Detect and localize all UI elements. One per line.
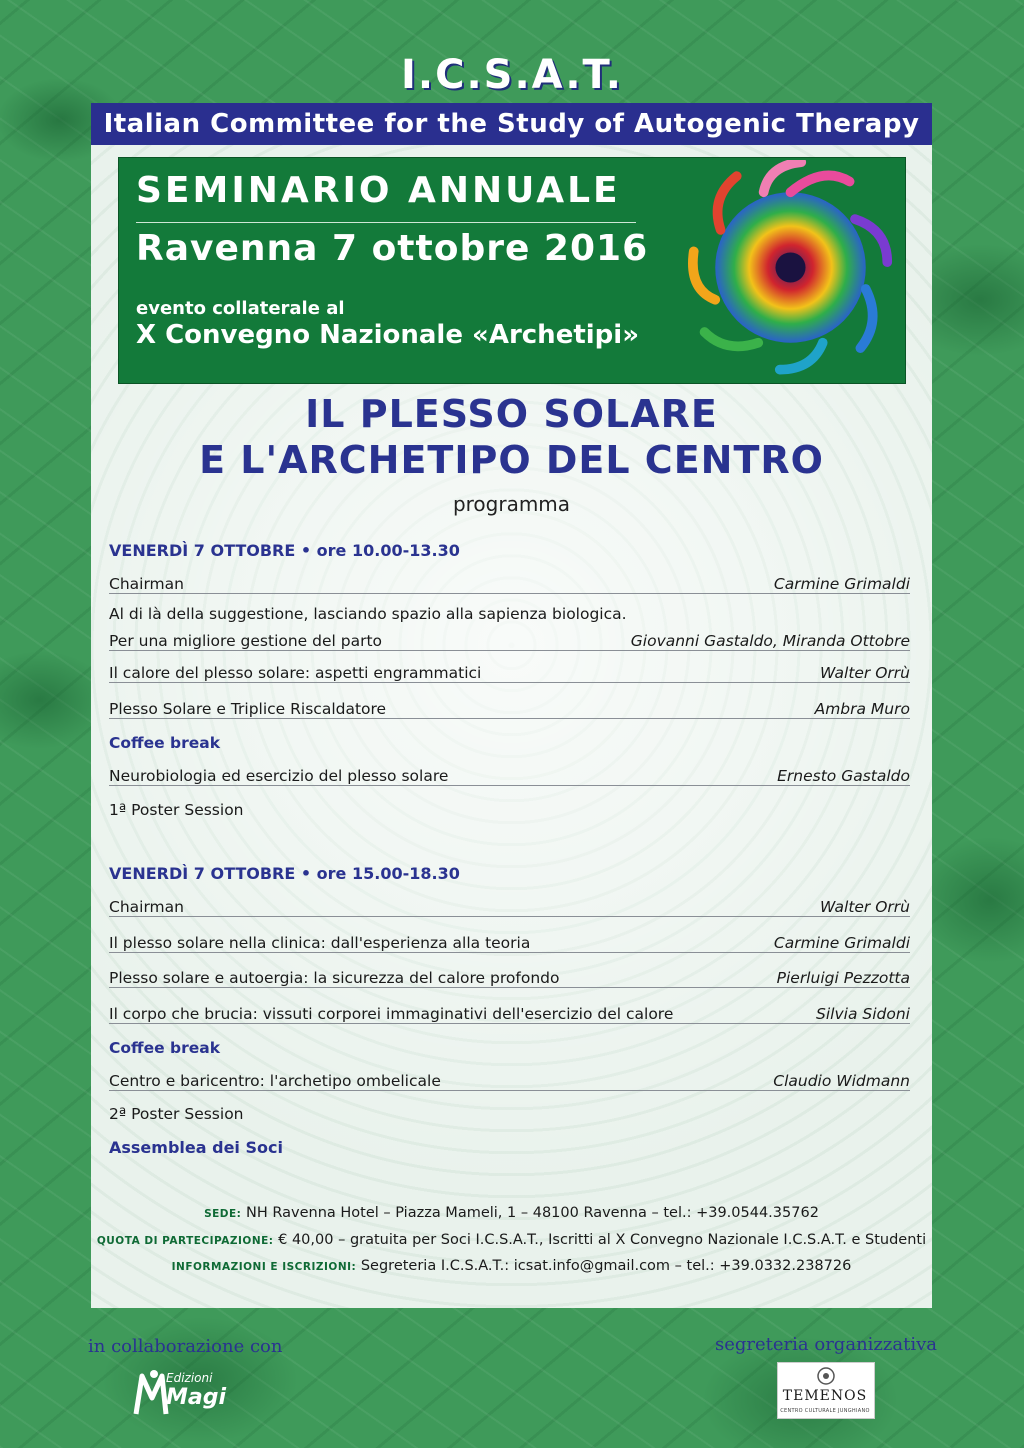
talk-speaker: Ambra Muro — [814, 700, 910, 718]
event-convegno: X Convegno Nazionale «Archetipi» — [136, 320, 639, 350]
info-sede-label: SEDE: — [204, 1208, 242, 1220]
info-contacts-text: Segreteria I.C.S.A.T.: icsat.info@gmail.com – tel.: +39.0332.238726 — [360, 1258, 852, 1274]
session1-talk3-row — [109, 696, 910, 719]
talk-title: Il calore del plesso solare: aspetti engrammatici — [109, 664, 482, 682]
talk-speaker: Walter Orrù — [820, 664, 910, 682]
session2-talk1-row — [109, 930, 910, 953]
talk-speaker: Claudio Widmann — [773, 1072, 910, 1090]
main-title-line1: IL PLESSO SOLARE — [305, 392, 718, 436]
talk-title: Il corpo che brucia: vissuti corporei immaginativi dell'esercizio del calore — [109, 1005, 674, 1023]
session2-coffee-break: Coffee break — [109, 1039, 221, 1057]
header-acronym: I.C.S.A.T. — [401, 52, 623, 98]
session1-chairman-row — [109, 571, 910, 594]
committee-banner: Italian Committee for the Study of Autogenic Therapy — [91, 103, 932, 145]
talk-title: Neurobiologia ed esercizio del plesso solare — [109, 767, 449, 785]
event-divider — [136, 222, 636, 223]
segreteria-label: segreteria organizzativa — [715, 1334, 938, 1355]
main-title-line2: E L'ARCHETIPO DEL CENTRO — [199, 438, 824, 482]
collab-label: in collaborazione con — [88, 1336, 283, 1357]
talk-speaker: Carmine Grimaldi — [773, 934, 910, 952]
event-collateral: evento collaterale al — [136, 298, 345, 319]
session1-talk4-row — [109, 763, 910, 786]
session1-talk1-row — [109, 628, 910, 651]
temenos-subtitle: CENTRO CULTURALE JUNGHIANO — [780, 1408, 870, 1414]
magi-name: Magi — [166, 1385, 227, 1410]
temenos-name: TEMENOS — [782, 1388, 868, 1404]
session1-coffee-break: Coffee break — [109, 734, 221, 752]
talk-title: Per una migliore gestione del parto — [109, 632, 383, 650]
talk-title: Il plesso solare nella clinica: dall'esperienza alla teoria — [109, 934, 531, 952]
info-contacts-label: INFORMAZIONI E ISCRIZIONI: — [171, 1261, 357, 1273]
event-title: SEMINARIO ANNUALE — [136, 170, 621, 211]
session2-poster: 2ª Poster Session — [109, 1105, 244, 1123]
event-place-date: Ravenna 7 ottobre 2016 — [136, 228, 649, 269]
session2-talk2-row — [109, 965, 910, 988]
session1-heading: VENERDÌ 7 OTTOBRE • ore 10.00-13.30 — [109, 541, 460, 560]
chairman-label: Chairman — [109, 575, 184, 593]
session2-chairman-row — [109, 894, 910, 917]
talk-speaker: Giovanni Gastaldo, Miranda Ottobre — [630, 632, 910, 650]
mandala-image — [683, 160, 898, 375]
talk-speaker: Silvia Sidoni — [816, 1005, 910, 1023]
assembly: Assemblea dei Soci — [109, 1138, 283, 1157]
session1-talk1-line1: Al di là della suggestione, lasciando spazio alla sapienza biologica. — [109, 605, 627, 623]
session2-talk4-row — [109, 1068, 910, 1091]
info-contacts — [91, 1258, 932, 1274]
talk-title: Centro e baricentro: l'archetipo ombelicale — [109, 1072, 441, 1090]
session1-talk2-row — [109, 660, 910, 683]
program-subtitle: programma — [452, 492, 571, 516]
talk-speaker: Pierluigi Pezzotta — [776, 969, 910, 987]
chairman-name: Walter Orrù — [820, 898, 910, 916]
info-sede-text: NH Ravenna Hotel – Piazza Mameli, 1 – 48100 Ravenna – tel.: +39.0544.35762 — [246, 1205, 819, 1221]
info-quota — [91, 1232, 932, 1248]
info-quota-text: € 40,00 – gratuita per Soci I.C.S.A.T., Iscritti al X Convegno Nazionale I.C.S.A.T. e Studenti — [278, 1232, 927, 1248]
talk-title: Plesso Solare e Triplice Riscaldatore — [109, 700, 387, 718]
talk-speaker: Ernesto Gastaldo — [777, 767, 910, 785]
info-quota-label: QUOTA DI PARTECIPAZIONE: — [96, 1235, 274, 1247]
chairman-label: Chairman — [109, 898, 184, 916]
magi-edizioni: Edizioni — [166, 1371, 213, 1385]
session2-talk3-row — [109, 1001, 910, 1024]
session1-poster: 1ª Poster Session — [109, 801, 244, 819]
info-sede — [91, 1205, 932, 1221]
chairman-name: Carmine Grimaldi — [773, 575, 910, 593]
temenos-emblem-icon — [778, 1363, 874, 1387]
session2-heading: VENERDÌ 7 OTTOBRE • ore 15.00-18.30 — [109, 864, 460, 883]
talk-title: Plesso solare e autoergia: la sicurezza del calore profondo — [109, 969, 560, 987]
